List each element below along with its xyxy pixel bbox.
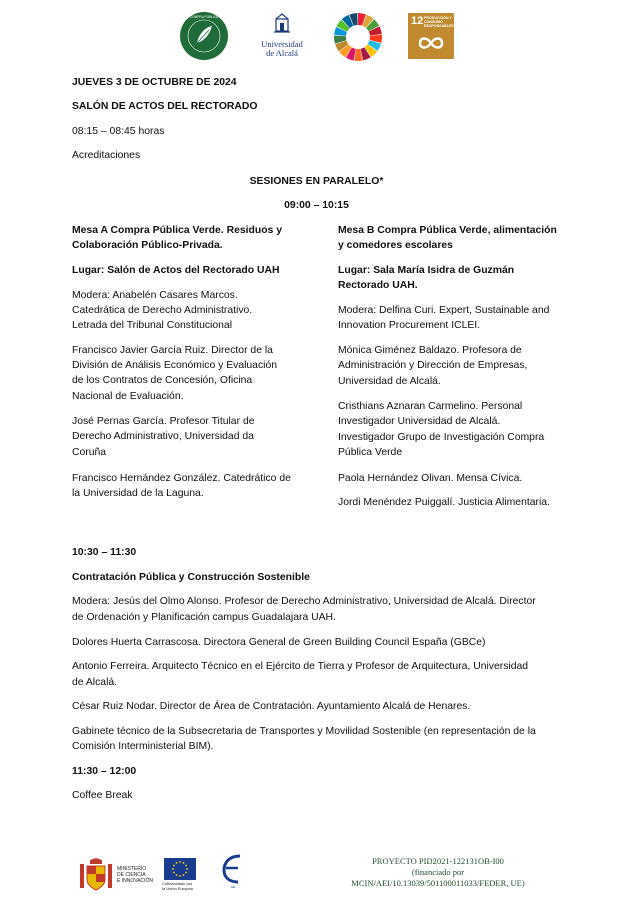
mesa-a-speaker2-line2: Derecho Administrativo, Universidad da: [72, 431, 254, 442]
ministerio-line1: MINISTERIO: [117, 866, 147, 872]
mesa-b-speaker2-line2: Investigador Universidad de Alcalá.: [338, 416, 501, 427]
eu-star: [173, 872, 175, 874]
eu-star: [179, 875, 181, 877]
mesa-b-place-line1: Lugar: Sala María Isidra de Guzmán: [338, 265, 515, 276]
parallel-sessions-title: SESIONES EN PARALELO*: [249, 176, 384, 187]
mesa-a-moderator-line1: Modera: Anabelén Casares Marcos.: [72, 290, 238, 301]
session2-speaker2-line2: de Alcalá.: [72, 677, 118, 688]
uah-logo: [254, 13, 310, 58]
spain-coat-of-arms-icon: [80, 858, 112, 892]
svg-text:COMPRA PÚBLICA: COMPRA PÚBLICA: [189, 15, 219, 19]
uah-name-line1: Universidad: [261, 39, 303, 49]
event-venue: SALÓN DE ACTOS DEL RECTORADO: [72, 101, 258, 112]
ministerio-line2: DE CIENCIA: [117, 872, 146, 878]
infinity-icon: [416, 35, 446, 51]
mesa-b-speaker4: Jordi Menéndez Puiggalí. Justicia Alimentaria.: [338, 497, 550, 508]
session2-moderator-line1: Modera: Jesús del Olmo Alonso. Profesor de Derecho Administrativo, Universidad de Alcalá. Director: [72, 596, 536, 607]
eu-text: [162, 882, 193, 891]
accreditation-label: Acreditaciones: [72, 150, 141, 161]
ministerio-text: [117, 866, 153, 884]
session2-speaker4-line1: Gabinete técnico de la Subsecretaria de Transportes y Movilidad Sostenible (en representación de la: [72, 726, 536, 737]
session2-title: Contratación Pública y Construcción Sostenible: [72, 572, 310, 583]
aei-logo: [220, 852, 246, 890]
session2-speaker2-line1: Antonio Ferreira. Arquitecto Técnico en el Ejército de Tierra y Profesor de Arquitectura, Universidad: [72, 661, 529, 672]
mesa-a-speaker1-line3: de los Contratos de Concesión, Oficina: [72, 375, 253, 386]
eu-star: [176, 874, 178, 876]
coffee-label: Coffee Break: [72, 790, 133, 801]
footer-logos: [0, 850, 633, 900]
mesa-b-place-line2: Rectorado UAH.: [338, 280, 418, 291]
eu-star: [172, 868, 174, 870]
eu-star: [185, 865, 187, 867]
eu-flag-logo: [164, 858, 196, 880]
sdg-wheel-logo: [333, 12, 383, 62]
eu-star: [183, 862, 185, 864]
eu-star: [176, 862, 178, 864]
session2-moderator-line2: de Ordenación y Planificación campus Guadalajara UAH.: [72, 612, 336, 623]
project-line3: MCIN/AEI/10.13039/501100011033/FEDER, UE): [351, 878, 525, 888]
parallel-sessions-time: 09:00 – 10:15: [284, 200, 349, 211]
project-line1: PROYECTO PID2021-122131OB-I00: [372, 856, 504, 866]
sdg12-logo: [408, 13, 454, 59]
mesa-b-speaker1-line2: Administración y Dirección de Empresas,: [338, 360, 528, 371]
mesa-b-speaker1-line1: Mónica Giménez Baldazo. Profesora de: [338, 345, 522, 356]
mesa-a-speaker1-line4: Nacional de Evaluación.: [72, 391, 184, 402]
mesa-b-speaker2-line4: Pública Verde: [338, 447, 403, 458]
header-logos: [0, 11, 633, 63]
session2-time: 10:30 – 11:30: [72, 547, 137, 558]
eu-star: [185, 872, 187, 874]
sdg12-text: PRODUCCIÓN Y CONSUMO RESPONSABLES: [424, 16, 454, 28]
sdg12-number: 12: [411, 15, 424, 27]
compra-publica-verde-logo: [179, 11, 229, 61]
mesa-b-title-line2: y comedores escolares: [338, 240, 453, 251]
eu-line2: la Unión Europea: [162, 885, 193, 891]
mesa-b-title-line1: Mesa B Compra Pública Verde, alimentación: [338, 225, 557, 236]
eu-star: [186, 868, 188, 870]
accreditation-time: 08:15 – 08:45 horas: [72, 126, 165, 137]
project-funding: [340, 856, 536, 889]
uah-crest-icon: [272, 13, 292, 35]
mesa-a-speaker3-line1: Francisco Hernández González. Catedrático de: [72, 473, 291, 484]
session2-speaker3: César Ruiz Nodar. Director de Área de Contratación. Ayuntamiento Alcalá de Henares.: [72, 701, 471, 712]
eu-star: [173, 865, 175, 867]
event-date: JUEVES 3 DE OCTUBRE DE 2024: [72, 77, 237, 88]
mesa-a-speaker1-line2: División de Análisis Económico y Evaluación: [72, 360, 278, 371]
ministerio-line3: E INNOVACIÓN: [117, 878, 154, 884]
eu-line1: Cofinanciado por: [162, 881, 193, 886]
session2-speaker4-line2: Comisión Interministerial BIM).: [72, 741, 214, 752]
mesa-a-moderator-line3: Letrada del Tribunal Constitucional: [72, 320, 232, 331]
mesa-b-speaker1-line3: Universidad de Alcalá.: [338, 376, 441, 387]
eu-star: [183, 874, 185, 876]
mesa-a-moderator-line2: Catedrática de Derecho Administrativo.: [72, 305, 253, 316]
mesa-b-speaker2-line3: Investigador Grupo de Investigación Compra: [338, 432, 545, 443]
svg-text:AEI: AEI: [230, 885, 236, 889]
uah-name-line2: de Alcalá: [266, 48, 298, 58]
mesa-a-speaker2-line3: Coruña: [72, 447, 107, 458]
mesa-b-moderator-line1: Modera: Delfina Curi. Expert, Sustainable and: [338, 305, 550, 316]
mesa-a-title-line1: Mesa A Compra Pública Verde. Residuos y: [72, 225, 282, 236]
mesa-a-title-line2: Colaboración Público-Privada.: [72, 240, 223, 251]
eu-stars-icon: [164, 858, 196, 880]
mesa-b-moderator-line2: Innovation Procurement ICLEI.: [338, 320, 481, 331]
project-line2: (financiado por: [411, 867, 465, 877]
mesa-a-speaker2-line1: José Pernas García. Profesor Titular de: [72, 416, 255, 427]
eu-star: [179, 861, 181, 863]
coffee-time: 11:30 – 12:00: [72, 766, 137, 777]
session2-speaker1: Dolores Huerta Carrascosa. Directora General de Green Building Council España (GBCe): [72, 637, 486, 648]
mesa-a-speaker3-line2: la Universidad de la Laguna.: [72, 488, 204, 499]
mesa-b-speaker2-line1: Cristhians Aznaran Carmelino. Personal: [338, 401, 523, 412]
mesa-a-speaker1-line1: Francisco Javier García Ruiz. Director de la: [72, 345, 273, 356]
mesa-b-speaker3: Paola Hernández Olivan. Mensa Cívica.: [338, 473, 523, 484]
mesa-a-place: Lugar: Salón de Actos del Rectorado UAH: [72, 265, 280, 276]
